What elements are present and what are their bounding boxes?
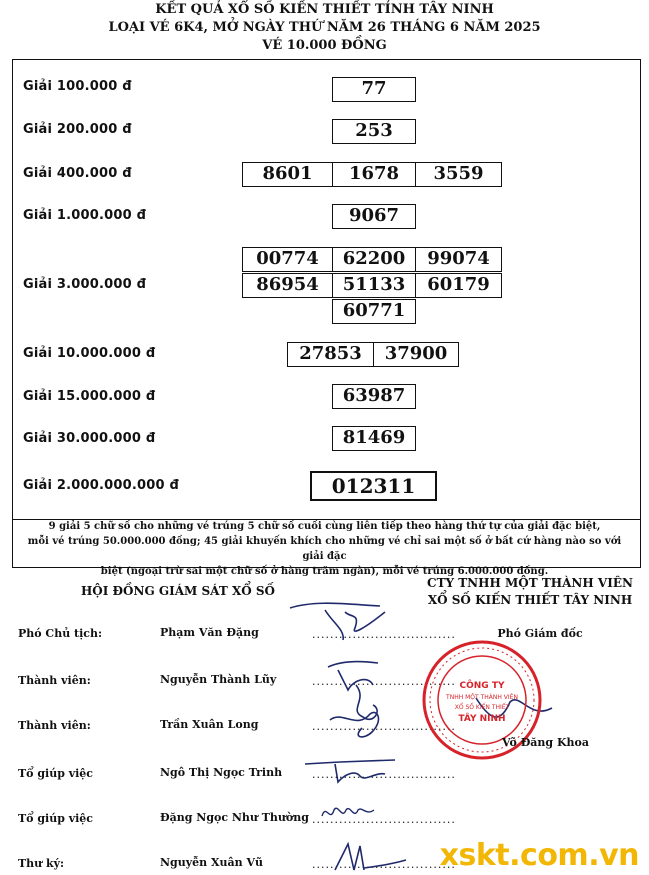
prize-number: 00774 [242,247,333,272]
prize-number: 3559 [415,162,502,187]
prize-label-3m: Giải 3.000.000 đ [23,277,147,292]
prize-number: 37900 [373,342,459,367]
header-draw-info: LOẠI VÉ 6K4, MỞ NGÀY THỨ NĂM 26 THÁNG 6 NĂM 2025 [108,20,541,35]
prize-label-100k: Giải 100.000 đ [23,79,132,94]
prize-number: 81469 [332,426,416,451]
member-role: Tổ giúp việc [18,812,94,825]
prize-label-15m: Giải 15.000.000 đ [23,389,156,404]
prize-number: 62200 [332,247,416,272]
prize-label-200k: Giải 200.000 đ [23,122,132,137]
signature-line: ................................ [312,628,456,641]
header-title: KẾT QUẢ XỔ SỐ KIẾN THIẾT TỈNH TÂY NINH [155,2,494,17]
prize-number: 51133 [332,273,416,298]
deputy-director-name: Võ Đăng Khoa [502,736,589,749]
signature-secretary [330,840,410,875]
member-role: Phó Chủ tịch: [18,627,103,640]
signature-member-2 [322,700,392,745]
prize-label-10m: Giải 10.000.000 đ [23,346,156,361]
member-role: Thành viên: [18,674,91,687]
note-line: mỗi vé trúng 50.000.000 đồng; 45 giải khuyến khích cho những vé chỉ sai một số ở bất cứ hàng nào so với giải đặc [27,536,622,562]
member-name: Nguyễn Thành Lũy [160,673,277,686]
member-name: Đặng Ngọc Như Thường [160,811,309,824]
signature-line: ................................ [312,813,456,826]
member-name: Trần Xuân Long [160,718,259,731]
prize-number: 60179 [415,273,502,298]
member-name: Nguyễn Xuân Vũ [160,856,263,869]
member-role: Thành viên: [18,719,91,732]
member-role: Thư ký: [18,857,65,870]
prize-number: 8601 [242,162,333,187]
company-name-line2: XỔ SỐ KIẾN THIẾT TÂY NINH [427,593,633,607]
prize-label-special: Giải 2.000.000.000 đ [23,478,179,493]
svg-text:TÂY NINH: TÂY NINH [458,714,506,724]
company-name-line1: CTY TNHH MỘT THÀNH VIÊN [427,576,633,590]
watermark: xskt.com.vn [439,838,639,873]
svg-text:TNHH MỘT THÀNH VIÊN: TNHH MỘT THÀNH VIÊN [446,694,518,701]
council-title: HỘI ĐỒNG GIÁM SÁT XỔ SỐ [80,584,276,598]
special-prize-number: 012311 [310,471,437,501]
signature-vice-chairman [285,598,395,643]
signature-assistant-2 [318,798,378,826]
prize-number: 27853 [287,342,374,367]
signature-line: ................................ [312,858,456,871]
prize-number: 253 [332,119,416,144]
prize-number: 63987 [332,384,416,409]
prize-number: 99074 [415,247,502,272]
signature-line: ................................ [312,720,456,733]
note-line: biệt (ngoại trừ sai một chữ số ở hàng trăm ngàn), mỗi vé trúng 6.000.000 đồng. [100,566,549,577]
note-line: 9 giải 5 chữ số cho những vé trúng 5 chữ số cuối cùng liên tiếp theo hàng thứ tự của giải đặc biệt, [48,521,601,532]
member-role: Tổ giúp việc [18,767,94,780]
prize-number: 1678 [332,162,416,187]
signature-line: ................................ [312,768,456,781]
signature-line: ................................ [312,675,456,688]
svg-text:XỔ SỐ KIẾN THIẾT: XỔ SỐ KIẾN THIẾT [454,704,510,711]
prize-number: 77 [332,77,416,102]
prize-label-30m: Giải 30.000.000 đ [23,431,156,446]
prize-number: 60771 [332,299,416,324]
member-name: Phạm Văn Đặng [160,626,259,639]
header-ticket-price: VÉ 10.000 ĐỒNG [262,38,387,53]
prize-label-400k: Giải 400.000 đ [23,166,132,181]
member-name: Ngô Thị Ngọc Trinh [160,766,283,779]
consolation-note [22,519,627,579]
svg-text:CÔNG TY: CÔNG TY [459,681,505,691]
prize-label-1m: Giải 1.000.000 đ [23,208,147,223]
prize-number: 86954 [242,273,333,298]
prize-number: 9067 [332,204,416,229]
deputy-director-title: Phó Giám đốc [497,627,583,640]
signature-assistant-1 [300,752,456,787]
